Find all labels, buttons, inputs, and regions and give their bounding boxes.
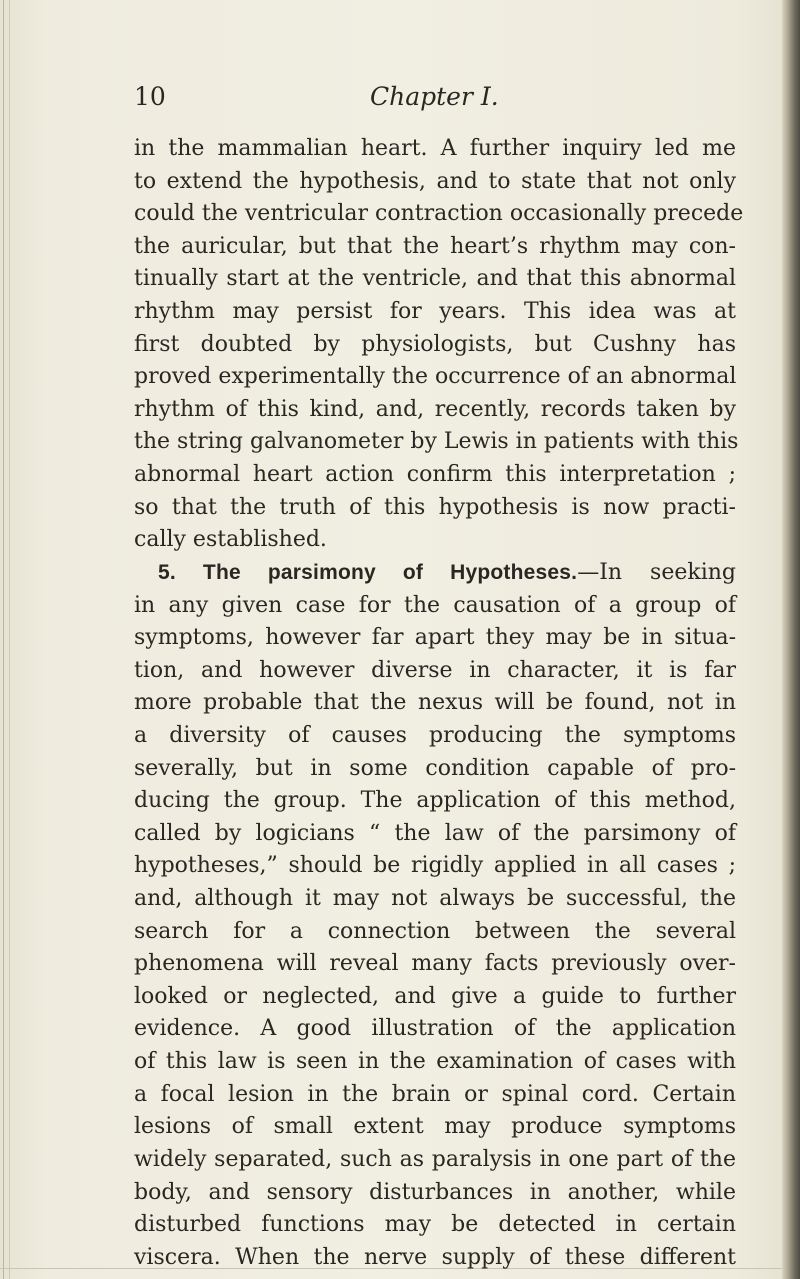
text-line: and, although it may not always be successful, the (134, 886, 736, 912)
page-number: 10 (134, 82, 166, 111)
text-line: abnormal heart action confirm this interpretation ; (134, 462, 736, 488)
text-line: phenomena will reveal many facts previously over- (134, 951, 736, 977)
text-line: first doubted by physiologists, but Cushny has (134, 331, 736, 357)
section-first-line (134, 557, 736, 590)
text-line: to extend the hypothesis, and to state that not only (134, 168, 736, 194)
text-line: search for a connection between the several (134, 918, 736, 944)
page-edge-shadow (782, 0, 800, 1279)
text-line: more probable that the nexus will be found, not in (134, 690, 736, 716)
binding-line (9, 0, 10, 1279)
text-line: so that the truth of this hypothesis is now practi- (134, 494, 736, 520)
text-line: a focal lesion in the brain or spinal cord. Certain (134, 1081, 736, 1107)
text-line: the string galvanometer by Lewis in patients with this (134, 429, 739, 455)
text-line: ducing the group. The application of this method, (134, 788, 736, 814)
body-text (134, 133, 744, 1274)
binding-line (3, 0, 4, 1279)
page-header (134, 82, 734, 118)
text-line: tion, and however diverse in character, it is far (134, 657, 736, 683)
text-line: tinually start at the ventricle, and that this abnormal (134, 266, 736, 292)
text-line: lesions of small extent may produce symptoms (134, 1114, 736, 1140)
text-line: disturbed functions may be detected in certain (134, 1212, 736, 1238)
text-line: symptoms, however far apart they may be in situa- (134, 625, 736, 651)
text-line: in the mammalian heart. A further inquiry led me (134, 136, 736, 161)
text-line: a diversity of causes producing the symptoms (134, 722, 736, 748)
running-head: Chapter I. (370, 82, 499, 111)
section-heading: 5. The parsimony of Hypotheses. (158, 560, 578, 584)
text-line: evidence. A good illustration of the application (134, 1016, 736, 1042)
text-line: body, and sensory disturbances in another, while (134, 1179, 736, 1205)
text-line: proved experimentally the occurrence of an abnormal (134, 364, 737, 390)
text-line: rhythm of this kind, and, recently, records taken by (134, 396, 736, 422)
text-line: called by logicians “ the law of the parsimony of (134, 820, 736, 846)
text-line: viscera. When the nerve supply of these different (134, 1244, 736, 1270)
text-line: of this law is seen in the examination of cases with (134, 1049, 736, 1075)
text-line: looked or neglected, and give a guide to further (134, 983, 736, 1009)
text-line: severally, but in some condition capable of pro- (134, 755, 736, 781)
text-line: the auricular, but that the heart’s rhythm may con- (134, 233, 736, 259)
section-first-line-text: —In seeking (577, 559, 737, 585)
text-line: rhythm may persist for years. This idea was at (134, 299, 736, 325)
text-line: cally established. (134, 527, 327, 553)
text-line: in any given case for the causation of a group of (134, 592, 736, 618)
text-line: could the ventricular contraction occasionally precede (134, 201, 744, 227)
text-line: hypotheses,” should be rigidly applied in all cases ; (134, 853, 736, 879)
text-line: widely separated, such as paralysis in one part of the (134, 1146, 736, 1172)
